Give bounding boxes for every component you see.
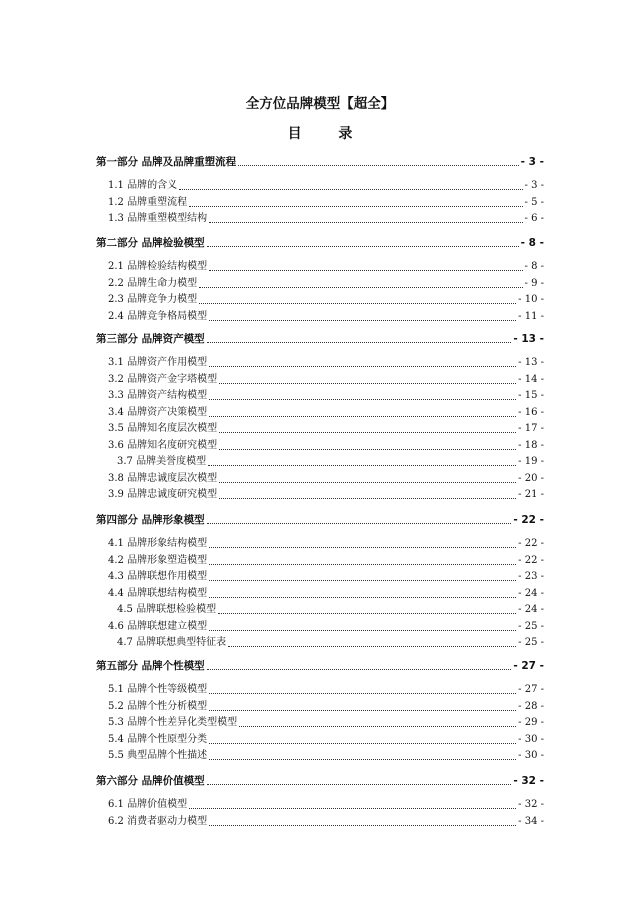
toc-entry-label: 第三部分 品牌资产模型: [96, 333, 205, 345]
toc-entry-label: 6.1 品牌价值模型: [108, 799, 188, 810]
toc-dot-leader: [209, 743, 516, 744]
toc-section-entry[interactable]: [96, 275, 544, 291]
toc-entry-label: 2.2 品牌生命力模型: [108, 277, 198, 289]
toc-entry-label: 4.2 品牌形象塑造模型: [108, 554, 208, 566]
toc-section-entry[interactable]: [96, 796, 544, 812]
toc-dot-leader: [209, 630, 516, 631]
toc-page-number: - 16 -: [518, 406, 544, 418]
toc-section-entry[interactable]: [96, 585, 544, 601]
toc-section-entry[interactable]: [96, 552, 544, 568]
toc-part-entry[interactable]: [96, 234, 544, 250]
toc-dot-leader: [219, 383, 516, 384]
toc-page-number: - 8 -: [520, 237, 544, 249]
toc-entry-label: 5.3 品牌个性差异化类型模型: [108, 717, 238, 728]
toc-page-number: - 18 -: [518, 439, 544, 451]
toc-section-entry[interactable]: [96, 371, 544, 387]
toc-page-number: - 15 -: [518, 390, 544, 401]
toc-dot-leader: [209, 564, 516, 565]
toc-entry-label: 3.8 品牌忠诚度层次模型: [108, 472, 218, 484]
toc-dot-leader: [209, 580, 516, 581]
toc-page-number: - 24 -: [518, 604, 544, 615]
toc-dot-leader: [209, 222, 522, 223]
toc-dot-leader: [228, 646, 516, 647]
toc-entry-label: 3.2 品牌资产金字塔模型: [108, 373, 218, 385]
toc-dot-leader: [219, 482, 516, 483]
toc-dot-leader: [207, 523, 512, 524]
toc-entry-label: 4.4 品牌联想结构模型: [108, 587, 208, 599]
toc-page-number: - 29 -: [518, 717, 544, 728]
toc-section-entry[interactable]: [96, 404, 544, 420]
toc-section-entry[interactable]: [96, 568, 544, 584]
toc-section-entry[interactable]: [96, 453, 544, 469]
toc-page-number: - 9 -: [524, 277, 544, 289]
toc-entry-label: 5.1 品牌个性等级模型: [108, 684, 208, 695]
toc-dot-leader: [209, 547, 516, 548]
toc-entry-label: 2.1 品牌检验结构模型: [108, 261, 208, 272]
toc-page-number: - 8 -: [524, 261, 544, 272]
toc-page-number: - 25 -: [518, 620, 544, 632]
toc-entry-label: 3.5 品牌知名度层次模型: [108, 423, 218, 434]
toc-entry-label: 6.2 消费者驱动力模型: [108, 815, 208, 827]
toc-section-entry[interactable]: [96, 194, 544, 210]
toc-dot-leader: [209, 366, 516, 367]
toc-page-number: - 21 -: [518, 489, 544, 500]
toc-entry-label: 2.3 品牌竞争力模型: [108, 294, 198, 305]
toc-page-number: - 22 -: [513, 514, 544, 526]
toc-dot-leader: [209, 399, 516, 400]
toc-dot-leader: [209, 597, 516, 598]
toc-dot-leader: [209, 270, 522, 271]
toc-page-number: - 13 -: [518, 357, 544, 368]
toc-dot-leader: [208, 465, 516, 466]
toc-section-entry[interactable]: [96, 747, 544, 763]
toc-dot-leader: [209, 320, 516, 321]
toc-page-number: - 22 -: [518, 554, 544, 566]
toc-section-entry[interactable]: [96, 210, 544, 226]
toc-page-number: - 20 -: [518, 472, 544, 484]
toc-section-entry[interactable]: [96, 308, 544, 324]
toc-dot-leader: [209, 693, 516, 694]
toc-dot-leader: [219, 498, 516, 499]
toc-dot-leader: [219, 449, 516, 450]
toc-entry-label: 4.6 品牌联想建立模型: [108, 620, 208, 632]
toc-section-entry[interactable]: [96, 486, 544, 502]
toc-page-number: - 30 -: [518, 733, 544, 745]
toc-dot-leader: [238, 165, 519, 166]
toc-dot-leader: [199, 303, 516, 304]
toc-dot-leader: [209, 416, 516, 417]
toc-part-entry[interactable]: [96, 772, 544, 788]
toc-page-number: - 19 -: [518, 456, 544, 467]
toc-dot-leader: [179, 189, 522, 190]
toc-dot-leader: [209, 710, 516, 711]
toc-dot-leader: [239, 726, 516, 727]
toc-dot-leader: [199, 287, 522, 288]
toc-dot-leader: [207, 784, 512, 785]
toc-part-entry[interactable]: [96, 511, 544, 527]
toc-section-entry[interactable]: [96, 601, 544, 617]
toc-entry-label: 3.4 品牌资产决策模型: [108, 406, 208, 418]
toc-entry-label: 5.4 品牌个性原型分类: [108, 733, 208, 745]
toc-page-number: - 22 -: [518, 538, 544, 549]
toc-page-number: - 3 -: [520, 156, 544, 168]
toc-entry-label: 第一部分 品牌及品牌重塑流程: [96, 156, 237, 168]
toc-entry-label: 第六部分 品牌价值模型: [96, 775, 205, 787]
toc-page-number: - 13 -: [513, 333, 544, 345]
toc-section-entry[interactable]: [96, 681, 544, 697]
toc-dot-leader: [207, 246, 519, 247]
toc-page-number: - 27 -: [513, 660, 544, 672]
toc-page-number: - 32 -: [513, 775, 544, 787]
toc-dot-leader: [189, 206, 522, 207]
toc-entry-label: 2.4 品牌竞争格局模型: [108, 310, 208, 322]
toc-entry-label: 1.1 品牌的含义: [108, 180, 178, 191]
toc-section-entry[interactable]: [96, 714, 544, 730]
document-title: 全方位品牌模型【超全】: [245, 96, 395, 112]
toc-entry-label: 4.5 品牌联想检验模型: [117, 604, 217, 615]
toc-section-entry[interactable]: [96, 618, 544, 634]
toc-page-number: - 11 -: [518, 310, 544, 322]
toc-part-entry[interactable]: [96, 657, 544, 673]
toc-section-entry[interactable]: [96, 258, 544, 274]
toc-page-number: - 10 -: [518, 294, 544, 305]
toc-dot-leader: [218, 613, 516, 614]
toc-entry-label: 3.6 品牌知名度研究模型: [108, 439, 218, 451]
toc-page-number: - 24 -: [518, 587, 544, 599]
toc-section-entry[interactable]: [96, 177, 544, 193]
toc-section-entry[interactable]: [96, 387, 544, 403]
toc-entry-label: 3.9 品牌忠诚度研究模型: [108, 489, 218, 500]
toc-page-number: - 30 -: [518, 750, 544, 761]
toc-dot-leader: [219, 432, 516, 433]
toc-entry-label: 4.3 品牌联想作用模型: [108, 571, 208, 582]
toc-page-number: - 32 -: [518, 799, 544, 810]
toc-page-number: - 6 -: [524, 213, 544, 224]
toc-section-entry[interactable]: [96, 634, 544, 650]
toc-entry-label: 5.5 典型品牌个性描述: [108, 750, 208, 761]
toc-heading: 目 录: [287, 126, 369, 142]
toc-page-number: - 17 -: [518, 423, 544, 434]
toc-section-entry[interactable]: [96, 698, 544, 714]
toc-entry-label: 第五部分 品牌个性模型: [96, 660, 205, 672]
toc-page-number: - 28 -: [518, 700, 544, 712]
toc-entry-label: 5.2 品牌个性分析模型: [108, 700, 208, 712]
toc-dot-leader: [207, 342, 512, 343]
toc-section-entry[interactable]: [96, 437, 544, 453]
toc-page-number: - 14 -: [518, 373, 544, 385]
toc-entry-label: 3.7 品牌美誉度模型: [117, 456, 207, 467]
toc-section-entry[interactable]: [96, 354, 544, 370]
toc-section-entry[interactable]: [96, 731, 544, 747]
toc-dot-leader: [189, 808, 516, 809]
toc-part-entry[interactable]: [96, 153, 544, 169]
toc-dot-leader: [209, 825, 516, 826]
toc-part-entry[interactable]: [96, 330, 544, 346]
toc-section-entry[interactable]: [96, 470, 544, 486]
toc-page-number: - 5 -: [524, 196, 544, 208]
toc-page-number: - 27 -: [518, 684, 544, 695]
toc-section-entry[interactable]: [96, 420, 544, 436]
toc-entry-label: 第二部分 品牌检验模型: [96, 237, 205, 249]
toc-entry-label: 4.7 品牌联想典型特征表: [117, 637, 227, 648]
toc-entry-label: 4.1 品牌形象结构模型: [108, 538, 208, 549]
toc-section-entry[interactable]: [96, 813, 544, 829]
toc-page-number: - 25 -: [518, 637, 544, 648]
toc-dot-leader: [207, 669, 512, 670]
toc-entry-label: 3.3 品牌资产结构模型: [108, 390, 208, 401]
toc-section-entry[interactable]: [96, 535, 544, 551]
toc-page-number: - 23 -: [518, 571, 544, 582]
toc-entry-label: 1.2 品牌重塑流程: [108, 196, 188, 208]
toc-page-number: - 34 -: [518, 815, 544, 827]
toc-entry-label: 3.1 品牌资产作用模型: [108, 357, 208, 368]
toc-section-entry[interactable]: [96, 291, 544, 307]
toc-page-number: - 3 -: [524, 180, 544, 191]
toc-entry-label: 1.3 品牌重塑模型结构: [108, 213, 208, 224]
toc-dot-leader: [209, 759, 516, 760]
toc-entry-label: 第四部分 品牌形象模型: [96, 514, 205, 526]
